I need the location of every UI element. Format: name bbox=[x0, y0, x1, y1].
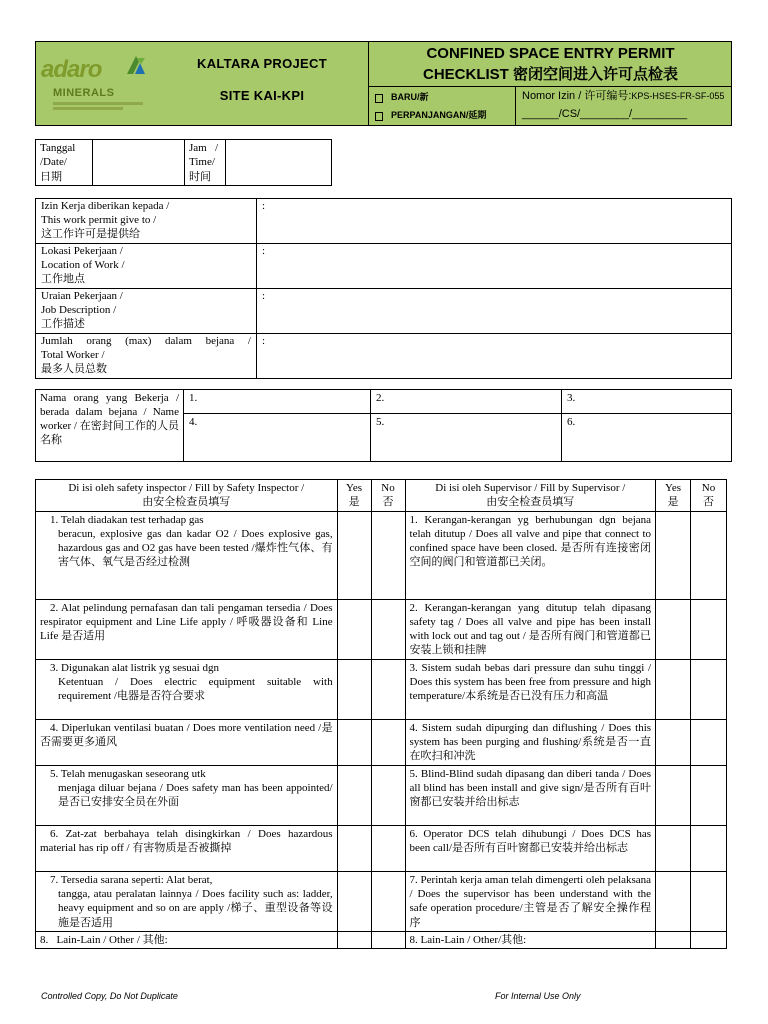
yes-header-en: Yes bbox=[346, 482, 363, 494]
worker-name-slot[interactable]: 1. bbox=[184, 390, 371, 414]
supervisor-yes-box[interactable] bbox=[656, 871, 691, 931]
time-label bbox=[185, 140, 226, 186]
no-header bbox=[691, 480, 727, 512]
item-text: 4. Sistem sudah dipurging dan diflushing / Does this system has been purging and flushing/系统是否一直在吹扫和冲洗 bbox=[409, 721, 652, 763]
no-header-en: No bbox=[701, 482, 716, 494]
checklist-row bbox=[36, 599, 727, 659]
supervisor-no-box[interactable] bbox=[691, 659, 727, 719]
checklist-table bbox=[35, 479, 727, 949]
info-value-field[interactable]: : bbox=[257, 334, 732, 379]
supervisor-no-box[interactable] bbox=[691, 871, 727, 931]
supervisor-item bbox=[405, 825, 656, 871]
supervisor-item bbox=[405, 871, 656, 931]
supervisor-header-cn: 由安全检查员填写 bbox=[486, 496, 575, 509]
inspector-yes-box[interactable] bbox=[337, 511, 371, 599]
item-text: 2. Kerangan-kerangan yang ditutup telah dipasang safety tag / Does all valve and pipe has been install with lock out and tag out / bbox=[409, 601, 652, 643]
supervisor-item bbox=[405, 659, 656, 719]
supervisor-yes-box[interactable] bbox=[656, 825, 691, 871]
info-label-line: Uraian Pekerjaan / bbox=[41, 290, 123, 302]
worker-names-label: Nama orang yang Bekerja / berada dalam bejana / Name worker / 在密封间工作的人员名称 bbox=[36, 390, 184, 462]
item-text: 2. Alat pelindung pernafasan dan tali pengaman tersedia / Does respirator equipment and Line Life apply / 呼吸器设备和 Line Life 是否适用 bbox=[40, 601, 333, 643]
inspector-item bbox=[36, 659, 338, 719]
supervisor-no-box[interactable] bbox=[691, 825, 727, 871]
supervisor-yes-box[interactable] bbox=[656, 599, 691, 659]
info-label bbox=[36, 244, 257, 289]
supervisor-no-box[interactable] bbox=[691, 719, 727, 765]
info-label-line: Job Description / bbox=[41, 303, 117, 316]
supervisor-yes-box[interactable] bbox=[656, 765, 691, 825]
supervisor-item bbox=[405, 511, 656, 599]
checklist-row bbox=[36, 825, 727, 871]
permit-type-options bbox=[369, 87, 516, 126]
inspector-no-box[interactable] bbox=[371, 719, 405, 765]
date-label bbox=[36, 140, 93, 186]
supervisor-item bbox=[405, 599, 656, 659]
inspector-no-box[interactable] bbox=[371, 825, 405, 871]
no-header-cn: 否 bbox=[382, 496, 394, 509]
time-label-id: Jam / bbox=[189, 142, 219, 154]
info-label-line: This work permit give to / bbox=[41, 213, 157, 226]
info-row-total-worker bbox=[36, 334, 732, 379]
time-label-en: Time/ bbox=[189, 156, 215, 169]
item-text: 8. Lain-Lain / Other / 其他: bbox=[40, 933, 168, 946]
logo-fineprint bbox=[53, 102, 153, 114]
inspector-item bbox=[36, 871, 338, 931]
option-extend-label: PERPANJANGAN/延期 bbox=[391, 110, 487, 121]
info-label-line: Izin Kerja diberikan kepada / bbox=[41, 200, 170, 212]
inspector-no-box[interactable] bbox=[371, 765, 405, 825]
logo-mark-icon bbox=[125, 54, 147, 76]
project-name: KALTARA PROJECT bbox=[197, 56, 327, 71]
option-new[interactable] bbox=[375, 91, 429, 105]
date-time-table bbox=[35, 139, 332, 186]
inspector-item bbox=[36, 599, 338, 659]
supervisor-header bbox=[405, 480, 656, 512]
info-label-line: Total Worker / bbox=[41, 348, 105, 361]
supervisor-yes-box[interactable] bbox=[656, 659, 691, 719]
checklist-row bbox=[36, 511, 727, 599]
inspector-item bbox=[36, 825, 338, 871]
inspector-header-cn: 由安全检查员填写 bbox=[142, 496, 231, 509]
item-text: tangga, atau peralatan lainnya / Does facility such as: ladder, heavy equipment and so on are apply /梯子、重型设备等设施是否适用 bbox=[58, 888, 333, 929]
inspector-item bbox=[36, 719, 338, 765]
yes-header bbox=[337, 480, 371, 512]
no-header bbox=[371, 480, 405, 512]
inspector-yes-box[interactable] bbox=[337, 719, 371, 765]
info-row-job-description bbox=[36, 289, 732, 334]
permit-number-label: Nomor Izin / 许可编号: bbox=[522, 90, 632, 102]
project-cell bbox=[156, 42, 368, 125]
date-label-en: /Date/ bbox=[40, 156, 67, 169]
permit-type-row bbox=[369, 86, 732, 125]
inspector-item bbox=[36, 765, 338, 825]
info-value-field[interactable]: : bbox=[257, 199, 732, 244]
inspector-yes-box[interactable] bbox=[337, 871, 371, 931]
item-text: 3. Sistem sudah bebas dari pressure dan suhu tinggi / Does this system has been free from pressure and high temperature/本系统是否已没有压力和高温 bbox=[409, 661, 652, 703]
checkbox-extend[interactable] bbox=[375, 112, 383, 121]
supervisor-item bbox=[405, 931, 656, 948]
date-label-id: Tanggal bbox=[40, 142, 76, 154]
time-field[interactable] bbox=[226, 140, 332, 186]
item-text: 是否所有阀门和管道都已安装上锁和挂牌 bbox=[409, 630, 652, 657]
inspector-yes-box[interactable] bbox=[337, 931, 371, 948]
permit-number-field[interactable]: ______/CS/________/_________ bbox=[522, 108, 688, 120]
worker-name-slot[interactable]: 2. bbox=[371, 390, 562, 414]
supervisor-item bbox=[405, 765, 656, 825]
info-label bbox=[36, 289, 257, 334]
item-text: 8. Lain-Lain / Other/其他: bbox=[409, 933, 527, 946]
item-text: 6. Operator DCS telah dihubungi / Does DCS has been call/是否所有百叶窗都已安装并给出标志 bbox=[409, 827, 652, 855]
inspector-no-box[interactable] bbox=[371, 659, 405, 719]
inspector-yes-box[interactable] bbox=[337, 599, 371, 659]
date-label-cn: 日期 bbox=[40, 170, 62, 183]
checklist-row bbox=[36, 765, 727, 825]
inspector-yes-box[interactable] bbox=[337, 825, 371, 871]
item-text: menjaga diluar bejana / Does safety man has been appointed/是否已安排安全员在外面 bbox=[58, 782, 333, 809]
inspector-item bbox=[36, 511, 338, 599]
logo-subtitle: MINERALS bbox=[53, 87, 115, 99]
checklist-row bbox=[36, 931, 727, 948]
worker-name-slot[interactable]: 3. bbox=[562, 390, 732, 414]
inspector-header-en: Di isi oleh safety inspector / Fill by Safety Inspector / bbox=[68, 482, 305, 494]
item-text: 6. Zat-zat berbahaya telah disingkirkan / Does hazardous material has rip off / 有害物质是否被撕掉 bbox=[40, 827, 333, 855]
yes-header bbox=[656, 480, 691, 512]
item-text: 5. Telah menugaskan seseorang utk bbox=[50, 767, 206, 780]
item-text: 5. Blind-Blind sudah dipasang dan diberi tanda / Does all blind has been install and give sign/是否所有百叶窗都已安装并给出标志 bbox=[409, 767, 652, 809]
permit-number bbox=[522, 87, 730, 126]
worker-name-slot[interactable]: 5. bbox=[371, 414, 562, 462]
inspector-yes-box[interactable] bbox=[337, 765, 371, 825]
checklist-header-row bbox=[36, 480, 727, 512]
worker-name-slot[interactable]: 6. bbox=[562, 414, 732, 462]
footer-internal-use: For Internal Use Only bbox=[495, 991, 581, 1001]
supervisor-item bbox=[405, 719, 656, 765]
logo-wordmark: adaro bbox=[41, 56, 102, 83]
info-value-field[interactable]: : bbox=[257, 289, 732, 334]
info-label-line: 这工作许可是提供给 bbox=[41, 227, 140, 240]
info-label-line: Jumlah orang (max) dalam bejana / bbox=[41, 335, 251, 347]
inspector-item bbox=[36, 931, 338, 948]
inspector-no-box[interactable] bbox=[371, 511, 405, 599]
item-text: 1. Kerangan-kerangan yg berhubungan dgn bejana telah ditutup / Does all valve and pipe that connect to confined space have been closed. bbox=[409, 513, 652, 555]
document-title-cell bbox=[368, 42, 732, 125]
work-info-table bbox=[35, 198, 732, 379]
yes-header-cn: 是 bbox=[667, 496, 679, 509]
worker-name-slot[interactable]: 4. bbox=[184, 414, 371, 462]
option-extend[interactable] bbox=[375, 109, 486, 123]
checkbox-new[interactable] bbox=[375, 94, 383, 103]
supervisor-yes-box[interactable] bbox=[656, 511, 691, 599]
yes-header-en: Yes bbox=[665, 482, 682, 494]
supervisor-yes-box[interactable] bbox=[656, 931, 691, 948]
company-logo bbox=[41, 50, 153, 120]
permit-number-label-line bbox=[522, 89, 724, 103]
info-value-field[interactable]: : bbox=[257, 244, 732, 289]
option-new-label: BARU/新 bbox=[391, 92, 429, 103]
info-label-line: Lokasi Pekerjaan / bbox=[41, 245, 123, 257]
supervisor-no-box[interactable] bbox=[691, 765, 727, 825]
item-text: beracun, explosive gas dan kadar O2 / Does explosive gas, hazardous gas and O2 gas have been tested /爆炸性气体、有害气体、氧气是否经过检测 bbox=[58, 527, 333, 569]
site-name: SITE KAI-KPI bbox=[219, 88, 305, 103]
document-title-line2: CHECKLIST 密闭空间进入许可点检表 bbox=[422, 66, 678, 83]
inspector-header bbox=[36, 480, 338, 512]
permit-number-code: KPS-HSES-FR-SF-055 bbox=[631, 91, 725, 101]
supervisor-header-en: Di isi oleh Supervisor / Fill by Supervisor / bbox=[435, 482, 626, 494]
inspector-no-box[interactable] bbox=[371, 599, 405, 659]
logo-fineprint-line bbox=[53, 107, 123, 110]
footer-controlled-copy: Controlled Copy, Do Not Duplicate bbox=[41, 991, 178, 1001]
worker-names-table bbox=[35, 389, 732, 462]
item-text: 3. Digunakan alat listrik yg sesuai dgn bbox=[50, 661, 219, 674]
item-text: 1. Telah diadakan test terhadap gas bbox=[50, 513, 204, 526]
item-text: 7. Perintah kerja aman telah dimengerti oleh pelaksana / Does the supervisor has been understand with the safe operation procedure/主管是否了解安全操作程序 bbox=[409, 873, 652, 929]
info-label-line: 工作描述 bbox=[41, 317, 85, 330]
item-text: Ketentuan / Does electric equipment suitable with requirement /电器是否符合要求 bbox=[58, 676, 333, 703]
supervisor-yes-box[interactable] bbox=[656, 719, 691, 765]
checklist-row bbox=[36, 659, 727, 719]
inspector-yes-box[interactable] bbox=[337, 659, 371, 719]
inspector-no-box[interactable] bbox=[371, 931, 405, 948]
document-title bbox=[369, 42, 732, 86]
supervisor-no-box[interactable] bbox=[691, 931, 727, 948]
item-text: 是否所有连接密闭空间的阀门和管道都已关闭。 bbox=[409, 542, 652, 569]
checklist-row bbox=[36, 719, 727, 765]
date-field[interactable] bbox=[93, 140, 185, 186]
document-header bbox=[35, 41, 732, 126]
info-label-line: Location of Work / bbox=[41, 258, 125, 271]
logo-fineprint-line bbox=[53, 102, 143, 105]
supervisor-no-box[interactable] bbox=[691, 511, 727, 599]
document-title-line1: CONFINED SPACE ENTRY PERMIT bbox=[426, 45, 675, 62]
info-label-line: 最多人员总数 bbox=[41, 362, 107, 375]
time-label-cn: 时间 bbox=[189, 170, 211, 183]
info-label-line: 工作地点 bbox=[41, 272, 85, 285]
supervisor-no-box[interactable] bbox=[691, 599, 727, 659]
info-row-permit-to bbox=[36, 199, 732, 244]
no-header-en: No bbox=[381, 482, 395, 494]
logo-cell bbox=[36, 42, 156, 125]
yes-header-cn: 是 bbox=[348, 496, 360, 509]
info-row-location bbox=[36, 244, 732, 289]
info-label bbox=[36, 334, 257, 379]
item-text: 4. Diperlukan ventilasi buatan / Does more ventilation need /是否需要更多通风 bbox=[40, 721, 333, 749]
inspector-no-box[interactable] bbox=[371, 871, 405, 931]
info-label bbox=[36, 199, 257, 244]
checklist-row bbox=[36, 871, 727, 931]
item-text: 7. Tersedia sarana seperti: Alat berat, bbox=[50, 873, 213, 886]
no-header-cn: 否 bbox=[703, 496, 714, 509]
